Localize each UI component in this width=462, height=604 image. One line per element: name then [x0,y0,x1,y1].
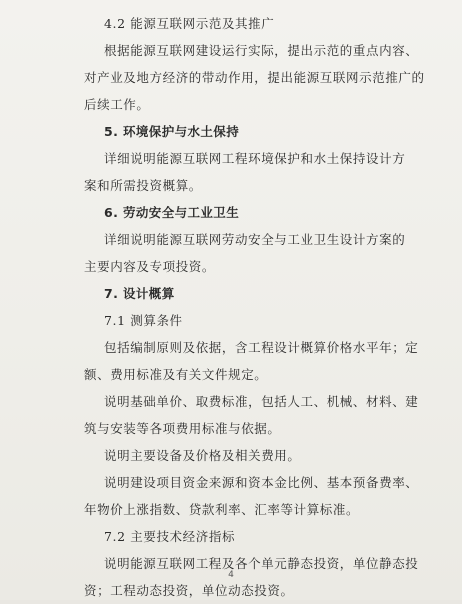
text-line: 4.2 能源互联网示范及其推广 [104,16,275,31]
text-line: 年物价上涨指数、贷款利率、汇率等计算标准。 [84,502,360,517]
section-heading: 7. 设计概算 [104,286,175,301]
text-line: 说明基础单价、取费标准，包括人工、机械、材料、建 [104,394,419,409]
text-line: 后续工作。 [84,97,150,112]
page-number: 4 [228,570,234,580]
page-body [84,10,424,604]
text-line: 案和所需投资概算。 [84,178,202,193]
text-line: 资；工程动态投资，单位动态投资。 [84,583,294,598]
text-line: 说明主要设备及价格及相关费用。 [104,448,301,463]
text-line: 根据能源互联网建设运行实际，提出示范的重点内容、 [104,43,419,58]
text-line: 包括编制原则及依据，含工程设计概算价格水平年；定 [104,340,419,355]
section-heading: 6. 劳动安全与工业卫生 [104,205,240,220]
text-line: 详细说明能源互联网工程环境保护和水土保持设计方 [104,151,406,166]
text-line: 7.2 主要技术经济指标 [104,529,236,544]
text-line: 筑与安装等各项费用标准与依据。 [84,421,281,436]
text-line: 说明能源互联网工程及各个单元静态投资，单位静态投 [104,556,419,571]
text-line: 说明建设项目资金来源和资本金比例、基本预备费率、 [104,475,419,490]
text-line: 对产业及地方经济的带动作用，提出能源互联网示范推广的 [84,70,425,85]
text-line: 额、费用标准及有关文件规定。 [84,367,268,382]
section-heading: 5. 环境保护与水土保持 [104,124,240,139]
text-line: 主要内容及专项投资。 [84,259,216,274]
text-line: 详细说明能源互联网劳动安全与工业卫生设计方案的 [104,232,406,247]
text-line: 7.1 测算条件 [104,313,183,328]
